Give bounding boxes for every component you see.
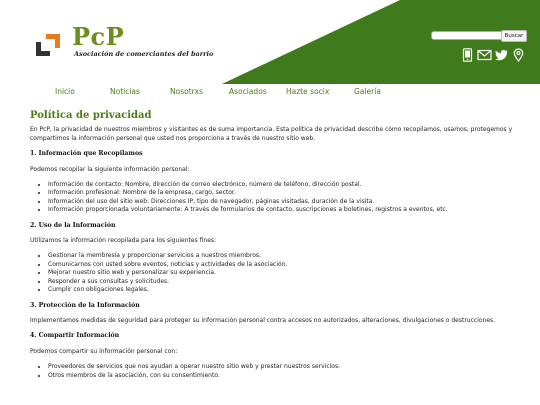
site-title[interactable]: PcP xyxy=(72,22,125,51)
section-heading: 3. Protección de la Información xyxy=(30,301,140,309)
list-item: • Gestionar la membresía y proporcionar servicios a nuestros miembros. xyxy=(48,252,540,260)
mail-icon[interactable] xyxy=(477,48,492,62)
section-heading: 2. Uso de la Información xyxy=(30,221,116,229)
list-item: • Otros miembros de la asociación, con su consentimiento. xyxy=(48,372,540,380)
section-list xyxy=(30,252,540,294)
section-text: Podemos recopilar la siguiente información personal: xyxy=(30,165,190,173)
list-item: • Mejorar nuestro sitio web y personalizar su experiencia. xyxy=(48,269,540,277)
list-item: • Proveedores de servicios que nos ayudan a operar nuestro sitio web y prestar nuestros servicios. xyxy=(48,363,540,371)
section-text: Podemos compartir su información personal con: xyxy=(30,347,178,355)
nav-item-hazte-socix[interactable]: Hazte socix xyxy=(286,87,330,96)
list-item: • Información proporcionada voluntariamente: A través de formularios de contacto, suscripciones a boletines, registros a eventos, etc. xyxy=(48,206,540,214)
section-heading: 4. Compartir Información xyxy=(30,332,120,340)
section-list xyxy=(30,181,540,215)
section-list xyxy=(30,363,540,380)
section-text: Implementamos medidas de seguridad para proteger su información personal contra accesos no autorizados, alteraciones, divulgaciones o destrucciones. xyxy=(30,316,496,324)
page-title: Política de privacidad xyxy=(30,110,152,121)
nav-item-nosotrxs[interactable]: Nosotrxs xyxy=(170,87,203,96)
phone-icon[interactable] xyxy=(460,48,475,62)
list-item: • Información profesional: Nombre de la empresa, cargo, sector. xyxy=(48,189,540,197)
twitter-icon[interactable] xyxy=(494,48,509,62)
nav-item-inicio[interactable]: Inicio xyxy=(55,87,75,96)
list-item: • Responder a sus consultas y solicitudes. xyxy=(48,278,540,286)
site-header xyxy=(0,0,540,84)
section-heading: 1. Información que Recopilamos xyxy=(30,150,143,158)
list-item: • Información de contacto: Nombre, dirección de correo electrónico, número de teléfono, dirección postal. xyxy=(48,181,540,189)
main-content xyxy=(30,112,540,387)
location-icon[interactable] xyxy=(511,48,526,62)
nav-item-asociados[interactable]: Asociados xyxy=(229,87,267,96)
social-links xyxy=(460,48,526,62)
nav-item-galeria[interactable]: Galería xyxy=(354,87,381,96)
list-item: • Información del uso del sitio web: Direcciones IP, tipo de navegador, páginas visitadas, duración de la visita. xyxy=(48,198,540,206)
search-button[interactable]: Buscar xyxy=(501,30,527,42)
list-item: • Comunicarnos con usted sobre eventos, noticias y actividades de la asociación. xyxy=(48,261,540,269)
section-text: Utilizamos la información recopilada para los siguientes fines: xyxy=(30,237,217,245)
logo-icon xyxy=(34,31,62,59)
main-nav xyxy=(0,87,540,101)
site-subtitle: Asociación de comerciantes del barrio xyxy=(74,50,214,58)
search-input[interactable] xyxy=(431,31,505,40)
nav-item-noticias[interactable]: Noticias xyxy=(110,87,140,96)
list-item: • Cumplir con obligaciones legales. xyxy=(48,286,540,294)
green-banner-shape xyxy=(222,0,540,84)
intro-paragraph: En PcP, la privacidad de nuestros miembros y visitantes es de suma importancia. Esta política de privacidad describe cómo recopilamos, usamos, protegemos y compartimos la información personal que usted nos proporciona a través de nuestro sitio web. xyxy=(30,126,513,142)
